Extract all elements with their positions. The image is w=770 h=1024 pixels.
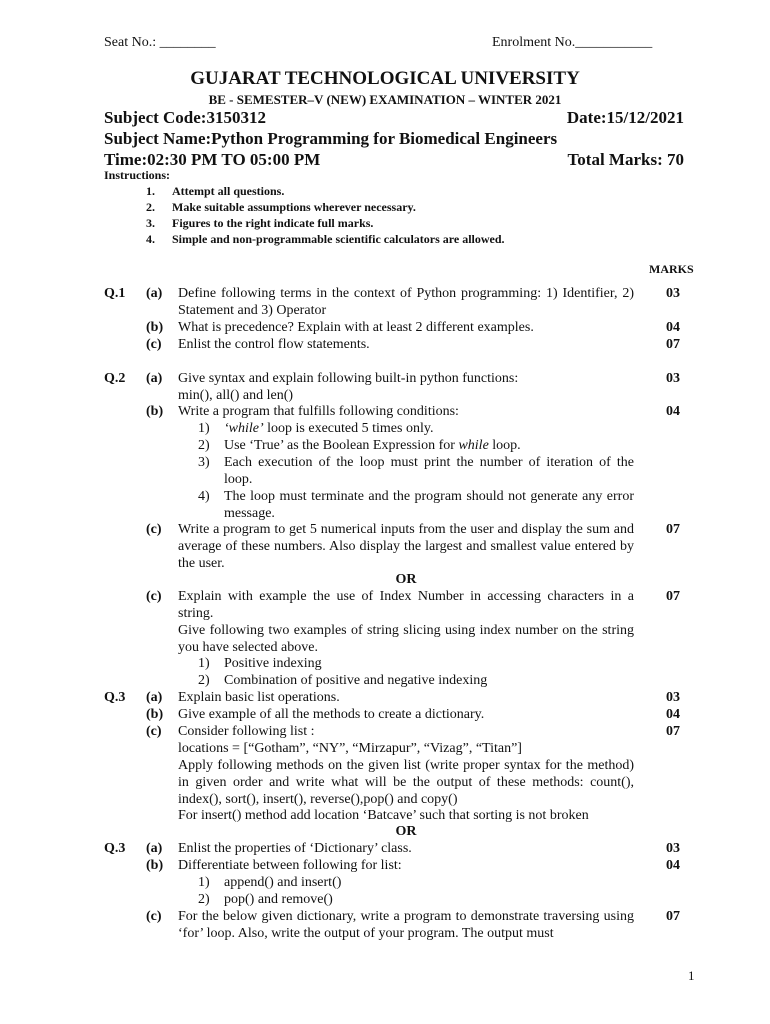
question-text: Give syntax and explain following built-in python functions: bbox=[178, 371, 519, 386]
list-item: 3) Each execution of the loop must print the number of iteration of the loop. bbox=[198, 455, 634, 487]
marks-value: 03 bbox=[666, 371, 680, 386]
question-text: Give following two examples of string slicing using index number on the string you have selected above. bbox=[178, 623, 634, 655]
list-item: 2) Use ‘True’ as the Boolean Expression for while loop. bbox=[198, 438, 521, 453]
question-text: Define following terms in the context of Python programming: 1) Identifier, 2) Statement and 3) Operator bbox=[178, 286, 634, 318]
question-text: Explain basic list operations. bbox=[178, 690, 340, 705]
marks-value: 07 bbox=[666, 522, 680, 537]
subpart-label: (c) bbox=[146, 724, 162, 739]
question-text: Write a program to get 5 numerical inputs from the user and display the sum and average of these numbers. Also display the largest and smallest value entered by the user. bbox=[178, 522, 634, 571]
instruction-item: 4. Simple and non-programmable scientific calculators are allowed. bbox=[146, 232, 505, 246]
marks-value: 03 bbox=[666, 841, 680, 856]
instruction-item: 1. Attempt all questions. bbox=[146, 184, 285, 198]
exam-time: Time:02:30 PM TO 05:00 PM bbox=[104, 150, 321, 169]
question-text: For insert() method add location ‘Batcave’ such that sorting is not broken bbox=[178, 808, 589, 823]
question-text: Consider following list : bbox=[178, 724, 315, 739]
question-label-q3-alt: Q.3 bbox=[104, 841, 126, 856]
list-item: 2) pop() and remove() bbox=[198, 892, 333, 907]
subpart-label: (b) bbox=[146, 858, 164, 873]
subpart-label: (c) bbox=[146, 909, 162, 924]
subject-code: Subject Code:3150312 bbox=[104, 108, 266, 127]
marks-value: 04 bbox=[666, 707, 680, 722]
subpart-label: (b) bbox=[146, 320, 164, 335]
subpart-label: (b) bbox=[146, 404, 164, 419]
question-text: Differentiate between following for list: bbox=[178, 858, 402, 873]
question-text: What is precedence? Explain with at least 2 different examples. bbox=[178, 320, 534, 335]
marks-value: 07 bbox=[666, 724, 680, 739]
subpart-label: (c) bbox=[146, 589, 162, 604]
list-item: 2) Combination of positive and negative indexing bbox=[198, 673, 488, 688]
question-text: Give example of all the methods to create a dictionary. bbox=[178, 707, 485, 722]
list-item: 4) The loop must terminate and the program should not generate any error message. bbox=[198, 489, 634, 521]
marks-value: 03 bbox=[666, 286, 680, 301]
question-text: Apply following methods on the given list (write proper syntax for the method) in given order and write what will be the output of these methods: count(), index(), sort(), insert(), reverse(),pop() and copy() bbox=[178, 758, 634, 807]
marks-value: 04 bbox=[666, 858, 680, 873]
question-text: locations = [“Gotham”, “NY”, “Mirzapur”, “Vizag”, “Titan”] bbox=[178, 741, 522, 756]
marks-value: 03 bbox=[666, 690, 680, 705]
question-text: Write a program that fulfills following conditions: bbox=[178, 404, 459, 419]
or-separator: OR bbox=[395, 824, 417, 839]
question-text: For the below given dictionary, write a program to demonstrate traversing using ‘for’ loop. Also, write the output of your program. The output must bbox=[178, 909, 634, 941]
subpart-label: (c) bbox=[146, 337, 162, 352]
subpart-label: (a) bbox=[146, 371, 163, 386]
instruction-item: 2. Make suitable assumptions wherever necessary. bbox=[146, 200, 416, 214]
marks-value: 04 bbox=[666, 404, 680, 419]
marks-value: 04 bbox=[666, 320, 680, 335]
list-item: 1) ‘while’ loop is executed 5 times only. bbox=[198, 421, 434, 436]
instructions-heading: Instructions: bbox=[104, 168, 171, 182]
list-item: 1) Positive indexing bbox=[198, 656, 322, 671]
list-item: 1) append() and insert() bbox=[198, 875, 342, 890]
instruction-item: 3. Figures to the right indicate full marks. bbox=[146, 216, 374, 230]
exam-title: BE - SEMESTER–V (NEW) EXAMINATION – WINTER 2021 bbox=[208, 92, 562, 107]
question-label-q1: Q.1 bbox=[104, 286, 126, 301]
subpart-label: (a) bbox=[146, 841, 163, 856]
subpart-label: (a) bbox=[146, 690, 163, 705]
subpart-label: (b) bbox=[146, 707, 164, 722]
marks-value: 07 bbox=[666, 909, 680, 924]
subject-name: Subject Name:Python Programming for Biomedical Engineers bbox=[104, 129, 558, 148]
marks-value: 07 bbox=[666, 589, 680, 604]
exam-date: Date:15/12/2021 bbox=[566, 108, 684, 127]
total-marks: Total Marks: 70 bbox=[567, 150, 684, 169]
page-number: 1 bbox=[688, 968, 695, 983]
seat-number-field: Seat No.: ________ bbox=[104, 35, 216, 50]
marks-column-heading: MARKS bbox=[649, 262, 694, 276]
question-text: Explain with example the use of Index Number in accessing characters in a string. bbox=[178, 589, 634, 621]
question-text: Enlist the control flow statements. bbox=[178, 337, 370, 352]
subpart-label: (a) bbox=[146, 286, 163, 301]
question-label-q3: Q.3 bbox=[104, 690, 126, 705]
enrolment-number-field: Enrolment No.___________ bbox=[492, 35, 653, 50]
marks-value: 07 bbox=[666, 337, 680, 352]
question-text: Enlist the properties of ‘Dictionary’ class. bbox=[178, 841, 412, 856]
university-title: GUJARAT TECHNOLOGICAL UNIVERSITY bbox=[190, 68, 580, 89]
subpart-label: (c) bbox=[146, 522, 162, 537]
question-label-q2: Q.2 bbox=[104, 371, 126, 386]
question-text: min(), all() and len() bbox=[178, 388, 294, 403]
or-separator: OR bbox=[395, 572, 417, 587]
